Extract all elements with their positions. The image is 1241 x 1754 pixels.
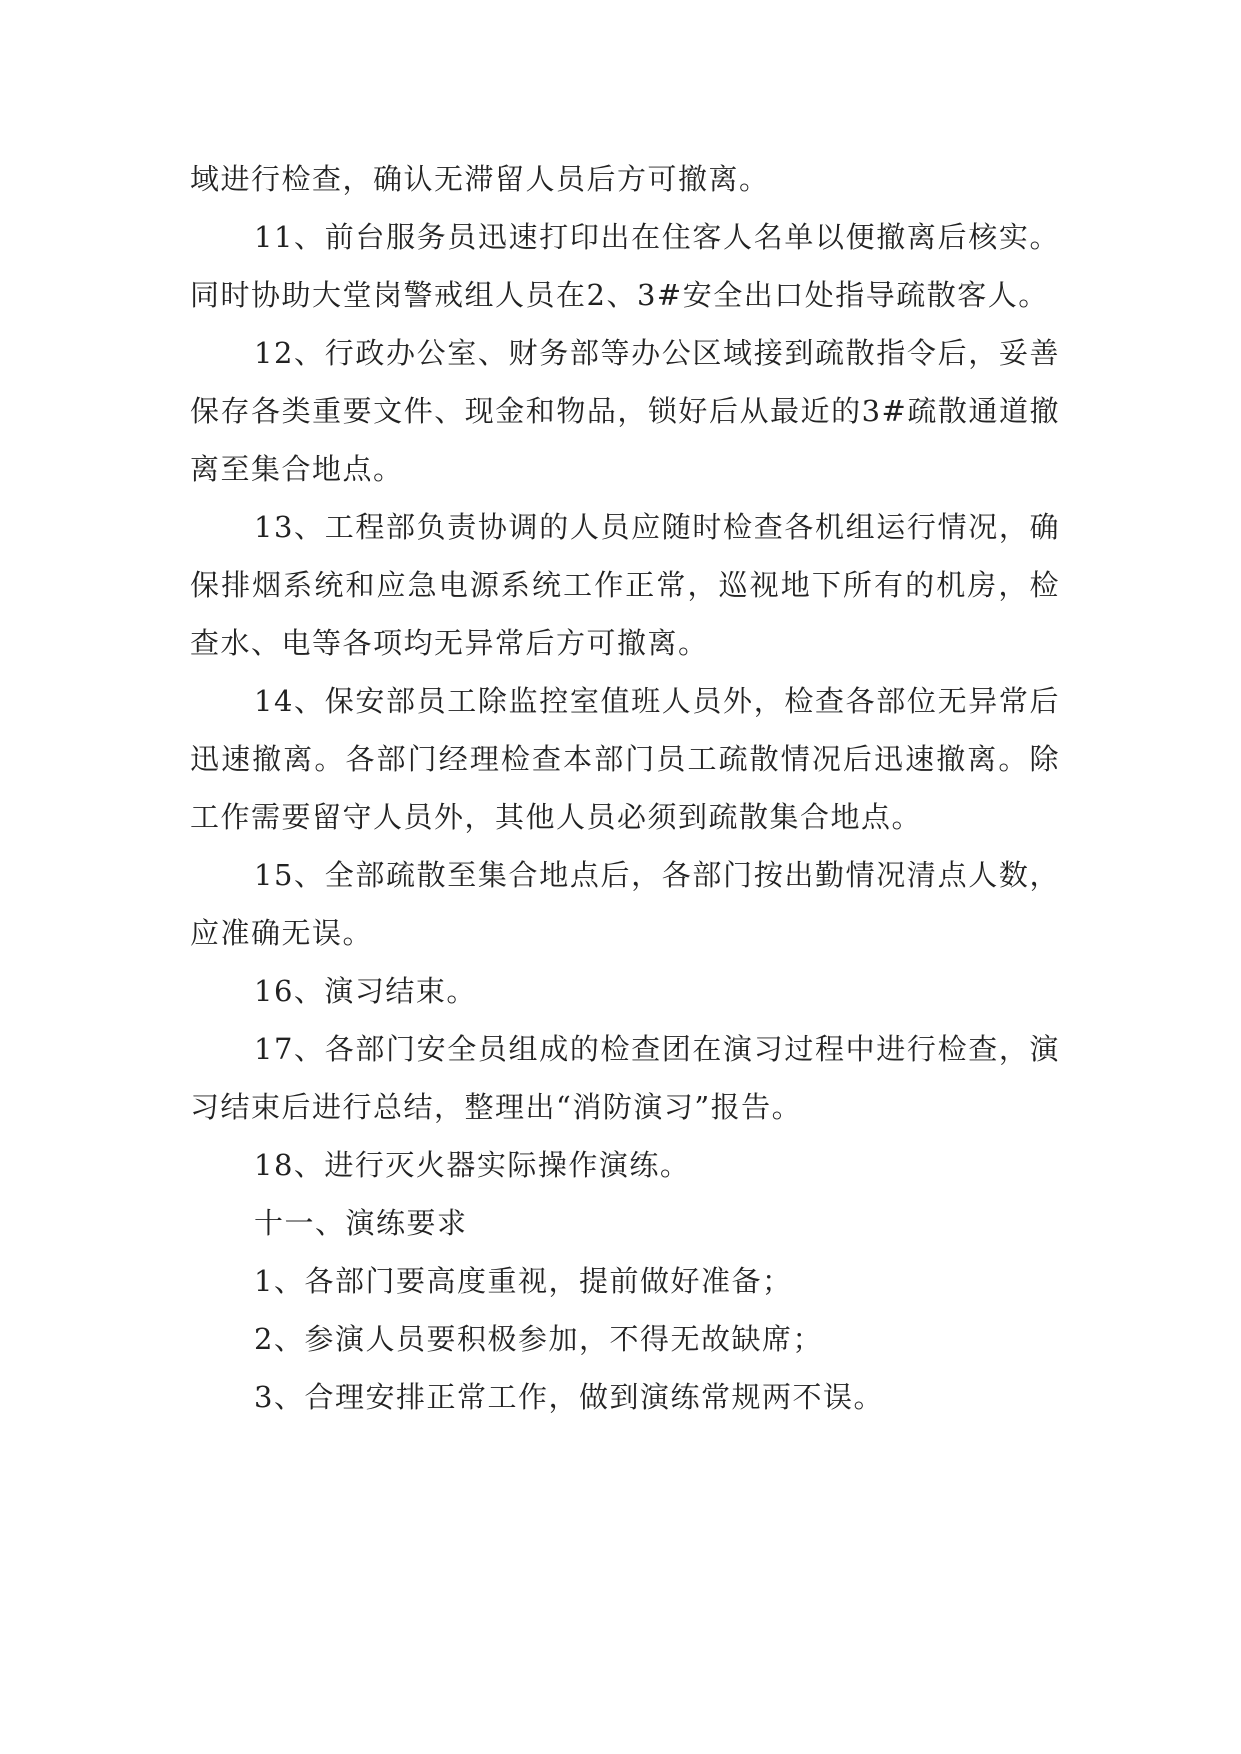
paragraph-item-14: 14、保安部员工除监控室值班人员外，检查各部位无异常后迅速撤离。各部门经理检查本部门员工疏散情况后迅速撤离。除工作需要留守人员外，其他人员必须到疏散集合地点。 <box>190 684 1060 834</box>
paragraph-item-11: 11、前台服务员迅速打印出在住客人名单以便撤离后核实。同时协助大堂岗警戒组人员在2、3#安全出口处指导疏散客人。 <box>190 220 1060 312</box>
requirement-item-1: 1、各部门要高度重视，提前做好准备； <box>254 1264 793 1298</box>
requirement-item-3: 3、合理安排正常工作，做到演练常规两不误。 <box>254 1380 884 1414</box>
paragraph-item-16: 16、演习结束。 <box>254 974 477 1008</box>
paragraph-item-12: 12、行政办公室、财务部等办公区域接到疏散指令后，妥善保存各类重要文件、现金和物品，锁好后从最近的3#疏散通道撤离至集合地点。 <box>190 336 1060 486</box>
paragraph-item-13: 13、工程部负责协调的人员应随时检查各机组运行情况，确保排烟系统和应急电源系统工作正常，巡视地下所有的机房，检查水、电等各项均无异常后方可撤离。 <box>190 510 1060 660</box>
paragraph-item-18: 18、进行灭火器实际操作演练。 <box>254 1148 691 1182</box>
document-body <box>190 150 1060 1426</box>
paragraph-continuation: 域进行检查，确认无滞留人员后方可撤离。 <box>190 162 770 196</box>
paragraph-item-17: 17、各部门安全员组成的检查团在演习过程中进行检查，演习结束后进行总结，整理出“消防演习”报告。 <box>190 1032 1060 1124</box>
section-heading-requirements: 十一、演练要求 <box>254 1206 468 1240</box>
paragraph-item-15: 15、全部疏散至集合地点后，各部门按出勤情况清点人数，应准确无误。 <box>190 858 1060 950</box>
requirement-item-2: 2、参演人员要积极参加，不得无故缺席； <box>254 1322 823 1356</box>
